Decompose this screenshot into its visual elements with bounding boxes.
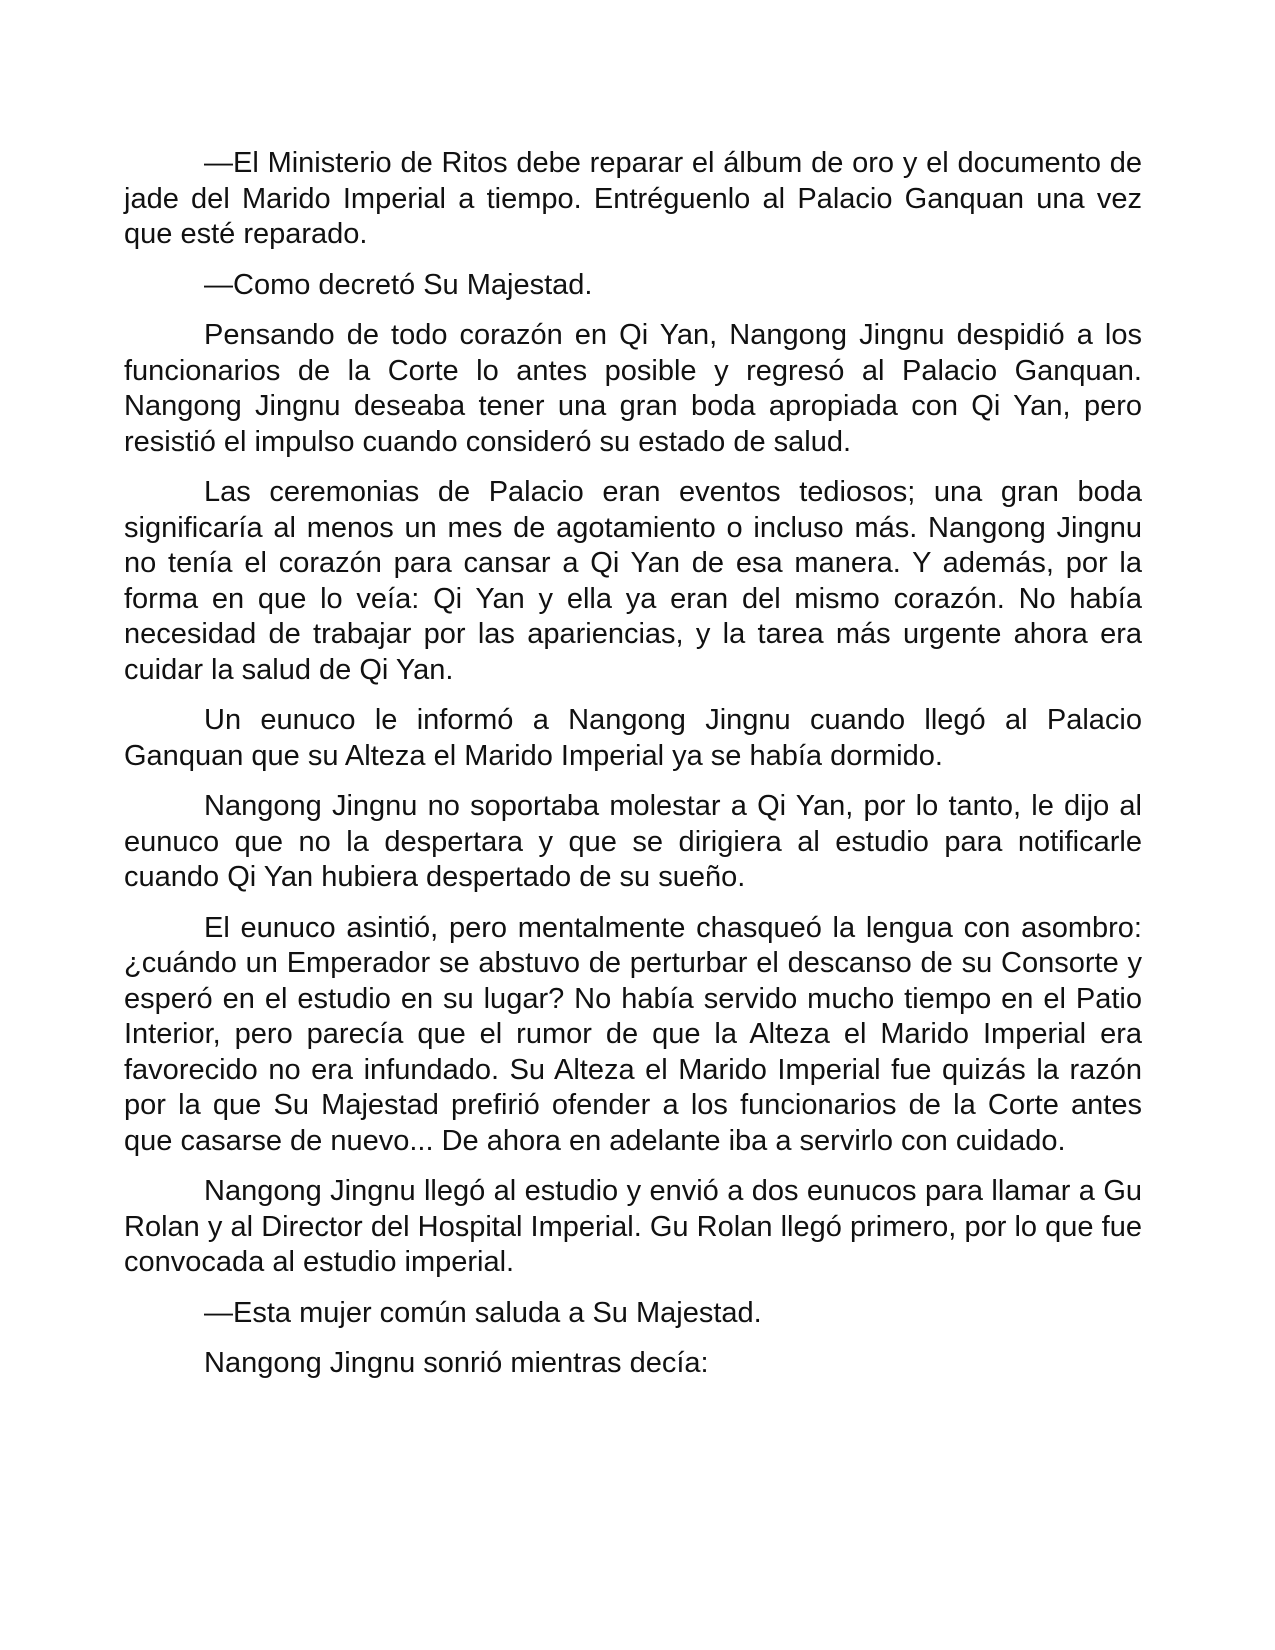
paragraph: —Como decretó Su Majestad.: [204, 268, 593, 301]
paragraph: —Esta mujer común saluda a Su Majestad.: [204, 1296, 762, 1329]
paragraph: Nangong Jingnu sonrió mientras decía:: [204, 1347, 709, 1379]
document-body: [124, 146, 1142, 1397]
paragraph: Las ceremonias de Palacio eran eventos tediosos; una gran boda significaría al menos un mes de agotamiento o incluso más. Nangong Jingnu no tenía el corazón para cansar a Qi Yan de esa manera. Y además, por la forma en que lo veía: Qi Yan y ella ya eran del mismo corazón. No había necesidad de trabajar por las apariencias, y la tarea más urgente ahora era cuidar la salud de Qi Yan.: [124, 476, 1142, 686]
paragraph: Nangong Jingnu llegó al estudio y envió a dos eunucos para llamar a Gu Rolan y al Director del Hospital Imperial. Gu Rolan llegó primero, por lo que fue convocada al estudio imperial.: [124, 1175, 1142, 1278]
paragraph: Nangong Jingnu no soportaba molestar a Qi Yan, por lo tanto, le dijo al eunuco que no la despertara y que se dirigiera al estudio para notificarle cuando Qi Yan hubiera despertado de su sueño.: [124, 790, 1142, 893]
paragraph: Un eunuco le informó a Nangong Jingnu cuando llegó al Palacio Ganquan que su Alteza el Marido Imperial ya se había dormido.: [124, 704, 1142, 772]
paragraph: —El Ministerio de Ritos debe reparar el álbum de oro y el documento de jade del Marido Imperial a tiempo. Entréguenlo al Palacio Ganquan una vez que esté reparado.: [124, 147, 1142, 250]
paragraph: Pensando de todo corazón en Qi Yan, Nangong Jingnu despidió a los funcionarios de la Corte lo antes posible y regresó al Palacio Ganquan. Nangong Jingnu deseaba tener una gran boda apropiada con Qi Yan, pero resistió el impulso cuando consideró su estado de salud.: [124, 319, 1142, 458]
paragraph: El eunuco asintió, pero mentalmente chasqueó la lengua con asombro: ¿cuándo un Emperador se abstuvo de perturbar el descanso de su Consorte y esperó en el estudio en su lugar? No había servido mucho tiempo en el Patio Interior, pero parecía que el rumor de que la Alteza el Marido Imperial era favorecido no era infundado. Su Alteza el Marido Imperial fue quizás la razón por la que Su Majestad prefirió ofender a los funcionarios de la Corte antes que casarse de nuevo... De ahora en adelante iba a servirlo con cuidado.: [124, 911, 1142, 1157]
